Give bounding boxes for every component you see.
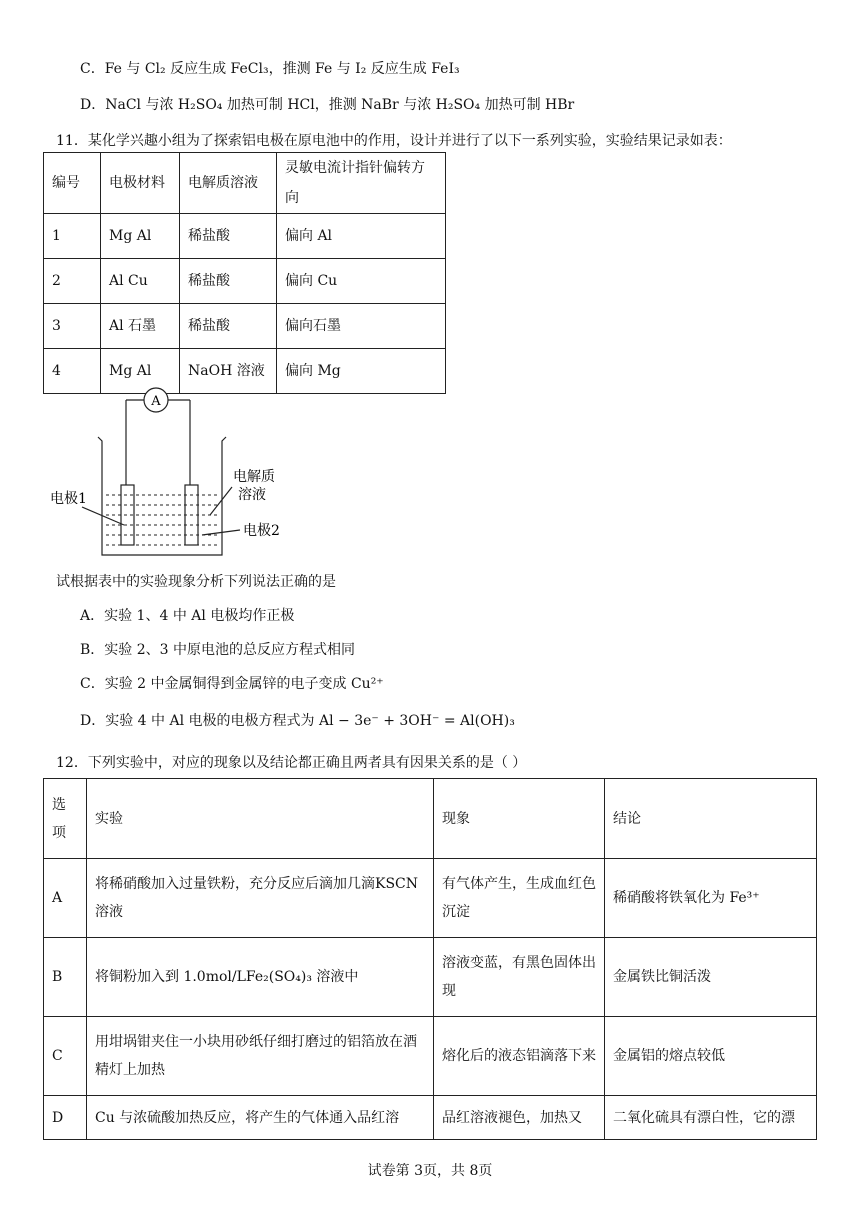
electrode2-label: 电极2 [243, 523, 280, 539]
cell: 2 [44, 259, 101, 304]
q11-option-a: A．实验 1、4 中 Al 电极均作正极 [80, 608, 295, 624]
table-header-row [44, 779, 817, 859]
cell: 品红溶液褪色，加热又 [434, 1096, 605, 1140]
cell: 用坩埚钳夹住一小块用砂纸仔细打磨过的铝箔放在酒精灯上加热 [87, 1017, 434, 1096]
cell: 溶液变蓝，有黑色固体出现 [434, 938, 605, 1017]
cell: 4 [44, 349, 101, 394]
header-cell: 灵敏电流计指针偏转方向 [277, 153, 446, 214]
cell: 有气体产生，生成血红色沉淀 [434, 859, 605, 938]
cell: 熔化后的液态铝滴落下来 [434, 1017, 605, 1096]
table-row [44, 214, 446, 259]
electrolyte-label-2: 溶液 [238, 487, 266, 503]
q12-table [43, 778, 817, 1140]
q11-option-c: C．实验 2 中金属铜得到金属锌的电子变成 Cu²⁺ [80, 676, 384, 692]
table-row [44, 1017, 817, 1096]
cell: 将稀硝酸加入过量铁粉，充分反应后滴加几滴KSCN 溶液 [87, 859, 434, 938]
option-c-prev: C．Fe 与 Cl₂ 反应生成 FeCl₃，推测 Fe 与 I₂ 反应生成 FeI₃ [80, 61, 460, 77]
cell: 稀盐酸 [180, 304, 277, 349]
cell: 金属铁比铜活泼 [605, 938, 817, 1017]
cell: B [44, 938, 87, 1017]
q12-stem: 12．下列实验中，对应的现象以及结论都正确且两者具有因果关系的是（ ） [56, 755, 527, 771]
electrode1-label: 电极1 [50, 491, 87, 507]
cell: 偏向 Al [277, 214, 446, 259]
cell: Al 石墨 [101, 304, 180, 349]
q11-question: 试根据表中的实验现象分析下列说法正确的是 [56, 574, 336, 590]
cell: 二氧化硫具有漂白性，它的漂 [605, 1096, 817, 1140]
cell: D [44, 1096, 87, 1140]
q11-stem: 11．某化学兴趣小组为了探索铝电极在原电池中的作用，设计并进行了以下一系列实验，实验结果记录如表： [56, 133, 732, 149]
cell: 偏向石墨 [277, 304, 446, 349]
cell: Mg Al [101, 214, 180, 259]
option-d-prev: D．NaCl 与浓 H₂SO₄ 加热可制 HCl，推测 NaBr 与浓 H₂SO₄ 加热可制 HBr [80, 97, 575, 113]
cell: 偏向 Mg [277, 349, 446, 394]
electrolyte-label-1: 电解质 [233, 469, 275, 485]
header-cell: 编号 [44, 153, 101, 214]
cell: Al Cu [101, 259, 180, 304]
cell: 金属铝的熔点较低 [605, 1017, 817, 1096]
cell: 3 [44, 304, 101, 349]
cell: C [44, 1017, 87, 1096]
q11-table [43, 152, 446, 394]
header-cell: 结论 [605, 779, 817, 859]
table-row [44, 259, 446, 304]
header-cell: 实验 [87, 779, 434, 859]
cell: NaOH 溶液 [180, 349, 277, 394]
table-row [44, 938, 817, 1017]
table-row [44, 304, 446, 349]
table-header-row [44, 153, 446, 214]
cell: Cu 与浓硫酸加热反应，将产生的气体通入品红溶 [87, 1096, 434, 1140]
q11-option-b: B．实验 2、3 中原电池的总反应方程式相同 [80, 642, 356, 658]
page-footer: 试卷第 3页，共 8页 [367, 1163, 493, 1179]
header-cell: 电解质溶液 [180, 153, 277, 214]
cell: A [44, 859, 87, 938]
header-cell: 现象 [434, 779, 605, 859]
table-row [44, 1096, 817, 1140]
cell: 1 [44, 214, 101, 259]
header-cell: 选项 [44, 779, 87, 859]
header-cell: 电极材料 [101, 153, 180, 214]
galvanic-cell-diagram [40, 385, 300, 565]
cell: Mg Al [101, 349, 180, 394]
cell: 稀盐酸 [180, 259, 277, 304]
ammeter-label: A [151, 394, 161, 409]
q11-option-d: D．实验 4 中 Al 电极的电极方程式为 Al − 3e⁻ + 3OH⁻ = Al(OH)₃ [80, 713, 515, 729]
cell: 偏向 Cu [277, 259, 446, 304]
cell: 将铜粉加入到 1.0mol/LFe₂(SO₄)₃ 溶液中 [87, 938, 434, 1017]
cell: 稀盐酸 [180, 214, 277, 259]
table-row [44, 859, 817, 938]
cell: 稀硝酸将铁氧化为 Fe³⁺ [605, 859, 817, 938]
